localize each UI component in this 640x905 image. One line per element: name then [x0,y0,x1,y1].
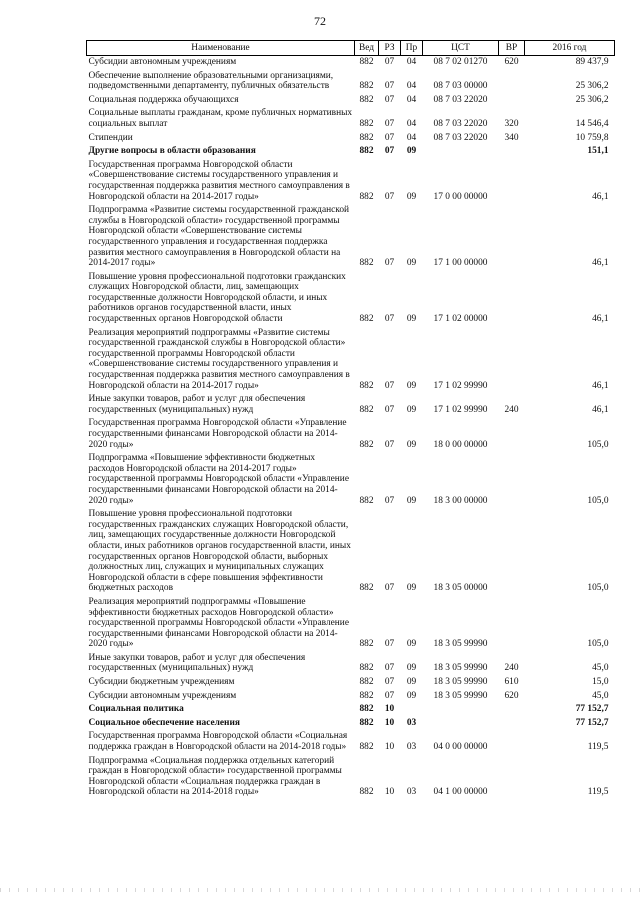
table-row [87,754,615,799]
cell-vr [499,416,525,451]
cell-name: Социальная политика [88,704,184,715]
cell-cst: 17 1 02 99990 [433,380,488,391]
cell-vr [499,144,525,158]
cell-pr: 09 [406,380,417,391]
table-row [87,56,615,69]
cell-rz: 07 [384,146,395,157]
cell-sum: 119,5 [587,787,609,798]
table-row [87,507,615,595]
cell-name: Государственная программа Новгородской области «Совершенствование системы государственного управления и государственная поддержка развития местного самоуправления в Новгородской области на 2014-2017 годы» [88,159,350,202]
cell-name: Иные закупки товаров, работ и услуг для обеспечения государственных (муниципальных) нужд [88,394,306,415]
cell-rz: 07 [384,690,395,701]
table-row [87,451,615,507]
cell-rz: 07 [384,404,395,415]
cell-pr: 03 [406,742,417,753]
header-vr: ВР [499,41,525,56]
cell-vr [499,507,525,595]
cell-ved: 882 [359,639,374,650]
cell-cst: 04 0 00 00000 [433,742,488,753]
cell-ved: 882 [359,677,374,688]
cell-vr [499,326,525,393]
cell-ved: 882 [359,787,374,798]
table-row [87,203,615,270]
cell-name: Субсидии бюджетным учреждениям [88,677,235,688]
cell-rz: 10 [384,704,395,715]
cell-ved: 882 [359,146,374,157]
cell-rz: 07 [384,639,395,650]
cell-cst: 18 3 05 99990 [433,663,488,674]
cell-pr [401,702,423,716]
cell-name: Социальное обеспечение населения [88,717,240,728]
table-row [87,651,615,675]
cell-ved: 882 [359,191,374,202]
table-row [87,144,615,158]
cell-ved: 882 [359,132,374,143]
cell-name: Подпрограмма «Развитие системы государственной гражданской службы в Новгородской области» государственной программы Новгородской области «Совершенствование системы государственного управления и государственная поддержка развития местного самоуправления в Новгородской области на 2014-2017 годы» [88,205,350,269]
cell-rz: 07 [384,132,395,143]
table-row [87,416,615,451]
cell-rz: 07 [384,81,395,92]
cell-name: Иные закупки товаров, работ и услуг для обеспечения государственных (муниципальных) нужд [88,652,306,674]
cell-rz: 07 [384,439,395,450]
cell-rz: 10 [384,742,395,753]
cell-rz: 07 [384,663,395,674]
cell-sum: 77 152,7 [575,717,609,728]
cell-vr: 620 [504,57,519,67]
cell-pr: 04 [406,132,417,143]
cell-ved: 882 [359,57,374,67]
cell-sum: 45,0 [592,663,609,674]
table-row [87,106,615,130]
cell-ved: 882 [359,742,374,753]
table-row [87,131,615,145]
table-row [87,702,615,716]
cell-name: Государственная программа Новгородской области «Социальная поддержка граждан в Новгородской области на 2014-2018 годы» [88,731,348,753]
cell-sum: 89 437,9 [575,57,609,67]
header-ved: Вед [355,41,379,56]
cell-ved: 882 [359,717,374,728]
cell-ved: 882 [359,704,374,715]
cell-pr: 09 [406,583,417,594]
cell-cst: 17 0 00 00000 [433,191,488,202]
cell-rz: 07 [384,380,395,391]
cell-cst: 18 3 00 00000 [433,495,488,506]
cell-cst [423,144,499,158]
cell-cst: 08 7 03 22020 [433,132,488,143]
header-year: 2016 год [525,41,615,56]
header-name: Наименование [87,41,355,56]
cell-pr: 09 [406,495,417,506]
table-row [87,69,615,93]
header-pr: Пр [401,41,423,56]
cell-name: Социальные выплаты гражданам, кроме публичных нормативных социальных выплат [88,108,353,129]
cell-pr: 04 [406,94,417,105]
cell-pr: 04 [406,118,417,129]
cell-name: Подпрограмма «Социальная поддержка отдельных категорий граждан в Новгородской области» государственной программы Новгородской области «Социальная поддержка граждан в Новгородской области на 2014-2018 годы» [88,755,342,798]
cell-name: Подпрограмма «Повышение эффективности бюджетных расходов Новгородской области на 2014-2017 годы» государственной программы Новгородской области «Управление государственными финансами Новгородской области на 2014-2020 годы» [88,453,349,506]
cell-rz: 07 [384,258,395,269]
cell-vr: 610 [504,677,519,688]
cell-sum: 105,0 [587,439,609,450]
cell-cst [423,702,499,716]
cell-cst: 18 3 05 99990 [433,690,488,701]
cell-rz: 07 [384,495,395,506]
cell-cst: 17 1 02 99990 [433,404,488,415]
cell-rz: 07 [384,57,395,67]
cell-cst: 18 0 00 00000 [433,439,488,450]
table-row [87,729,615,753]
cell-ved: 882 [359,118,374,129]
scan-noise [0,888,640,892]
cell-cst: 17 1 00 00000 [433,258,488,269]
cell-sum: 46,1 [592,380,609,391]
cell-ved: 882 [359,404,374,415]
cell-pr: 04 [406,57,417,67]
cell-ved: 882 [359,380,374,391]
budget-table [86,40,615,799]
header-rz: РЗ [379,41,401,56]
cell-rz: 10 [384,717,395,728]
table-row [87,716,615,730]
cell-name: Другие вопросы в области образования [88,146,256,157]
table-row [87,158,615,203]
cell-rz: 07 [384,118,395,129]
cell-name: Субсидии автономным учреждениям [88,57,237,67]
cell-vr [499,595,525,651]
cell-name: Реализация мероприятий подпрограммы «Повышение эффективности бюджетных расходов Новгородской области» государственной программы Новгородской области «Управление государственными финансами Новгородской области на 2014-2020 годы» [88,596,349,650]
cell-rz: 07 [384,583,395,594]
cell-pr: 09 [406,690,417,701]
cell-sum: 105,0 [587,583,609,594]
table-row [87,595,615,651]
table-header-row [87,41,615,56]
cell-pr: 04 [406,81,417,92]
cell-pr: 09 [406,258,417,269]
cell-pr: 09 [406,677,417,688]
cell-sum: 151,1 [587,146,609,157]
cell-cst: 08 7 03 22020 [433,94,488,105]
cell-cst: 08 7 03 00000 [433,81,488,92]
cell-cst: 08 7 02 01270 [433,57,488,67]
cell-vr [499,270,525,326]
cell-cst: 17 1 02 00000 [433,314,488,325]
cell-rz: 07 [384,94,395,105]
cell-sum: 46,1 [592,191,609,202]
cell-cst: 18 3 05 99990 [433,639,488,650]
cell-vr: 320 [504,118,519,129]
cell-pr: 09 [406,639,417,650]
cell-ved: 882 [359,663,374,674]
cell-cst: 18 3 05 00000 [433,583,488,594]
table-row [87,93,615,107]
table-row [87,326,615,393]
cell-name: Повышение уровня профессиональной подготовки государственных гражданских служащих Новгородской области, лиц, замещающих государственные должности Новгородской области, иных работников органов государственной власти, иных государственных органов Новгородской области, выборных должностных лиц, служащих и муниципальных служащих Новгородской области в сфере повышения эффективности бюджетных расходов [88,509,351,594]
cell-cst: 04 1 00 00000 [433,787,488,798]
cell-sum: 105,0 [587,639,609,650]
cell-vr [499,203,525,270]
cell-vr [499,451,525,507]
cell-rz: 07 [384,191,395,202]
cell-cst: 18 3 05 99990 [433,677,488,688]
cell-name: Повышение уровня профессиональной подготовки гражданских служащих Новгородской области, лиц, замещающих государственные должности Новгородской области, и иных работников органов государственной власти, иных государственных органов Новгородской области [88,271,346,325]
cell-vr [499,93,525,107]
cell-name: Стипендии [88,132,133,143]
cell-ved: 882 [359,495,374,506]
table-row [87,689,615,703]
cell-vr: 340 [504,132,519,143]
cell-sum: 105,0 [587,495,609,506]
cell-vr [499,716,525,730]
cell-sum: 46,1 [592,314,609,325]
cell-sum: 15,0 [592,677,609,688]
cell-sum: 45,0 [592,690,609,701]
cell-pr: 09 [406,146,417,157]
cell-vr [499,69,525,93]
cell-rz: 07 [384,677,395,688]
cell-rz: 07 [384,314,395,325]
cell-vr [499,702,525,716]
cell-cst: 08 7 03 22020 [433,118,488,129]
cell-pr: 09 [406,191,417,202]
cell-cst [423,716,499,730]
cell-rz: 10 [384,787,395,798]
cell-ved: 882 [359,81,374,92]
cell-ved: 882 [359,583,374,594]
cell-name: Субсидии автономным учреждениям [88,690,237,701]
cell-name: Реализация мероприятий подпрограммы «Развитие системы государственной гражданской службы в Новгородской области» государственной программы Новгородской области «Совершенствование системы государственного управления и государственная поддержка развития местного самоуправления в Новгородской области на 2014-2017 годы» [88,327,350,391]
cell-vr [499,158,525,203]
cell-name: Государственная программа Новгородской области «Управление государственными финансами Новгородской области на 2014-2020 годы» [88,418,347,450]
cell-name: Социальная поддержка обучающихся [88,94,239,105]
cell-sum: 46,1 [592,258,609,269]
cell-sum: 119,5 [587,742,609,753]
cell-ved: 882 [359,690,374,701]
cell-sum: 25 306,2 [575,94,609,105]
cell-ved: 882 [359,314,374,325]
cell-vr: 240 [504,404,519,415]
table-row [87,270,615,326]
page-number: 72 [314,14,326,28]
cell-pr: 09 [406,439,417,450]
cell-vr [499,754,525,799]
table-row [87,392,615,416]
cell-pr: 03 [406,717,417,728]
table-row [87,675,615,689]
cell-vr: 240 [504,663,519,674]
cell-sum: 46,1 [592,404,609,415]
cell-pr: 09 [406,404,417,415]
cell-vr [499,729,525,753]
cell-sum: 77 152,7 [575,704,609,715]
cell-pr: 09 [406,314,417,325]
cell-ved: 882 [359,94,374,105]
cell-name: Обеспечение выполнение образовательными организациями, подведомственными департаменту, публичных обязательств [88,70,334,92]
header-cst: ЦСТ [423,41,499,56]
cell-sum: 10 759,8 [575,132,609,143]
cell-pr: 03 [406,787,417,798]
cell-vr: 620 [504,690,519,701]
cell-sum: 25 306,2 [575,81,609,92]
cell-pr: 09 [406,663,417,674]
cell-sum: 14 546,4 [575,118,609,129]
cell-ved: 882 [359,439,374,450]
cell-ved: 882 [359,258,374,269]
